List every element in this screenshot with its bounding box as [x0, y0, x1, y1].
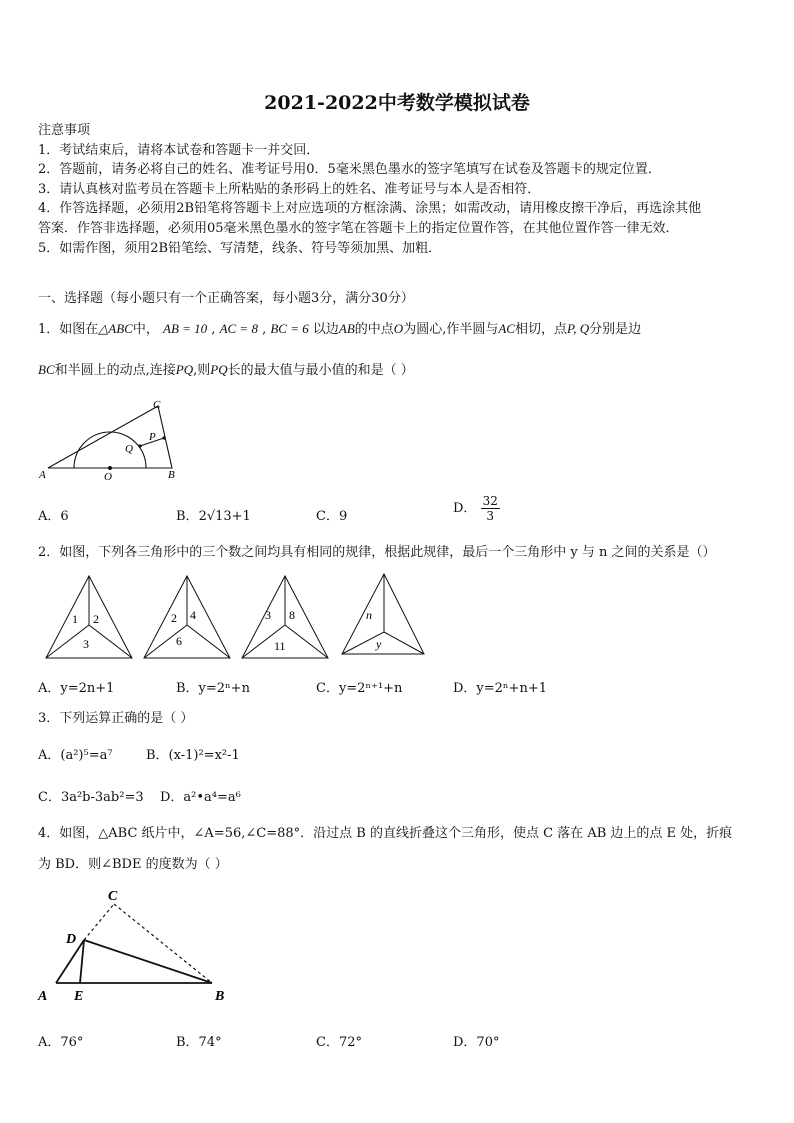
q2-number: 3 — [265, 608, 271, 622]
q4-dashed-dc — [84, 904, 114, 940]
q1-text: 相切，点 — [514, 322, 567, 337]
q1-label-c: C — [153, 399, 161, 411]
q1-option-d — [453, 494, 500, 523]
q2-number: 8 — [289, 608, 295, 622]
option-letter: D． — [453, 501, 477, 516]
q2-number: 6 — [176, 634, 182, 648]
notes-item: 2．答题前，请务必将自己的姓名、准考证号用0．5毫米黑色墨水的签字笔填写在试卷及答题卡的规定位置． — [38, 162, 661, 178]
q2-number: 1 — [72, 612, 78, 626]
q2-number: 2 — [93, 612, 99, 626]
q2-option-a: A．y=2n+1 — [38, 681, 115, 696]
q4-label-a: A — [38, 989, 48, 1004]
q2-option-c: C．y=2ⁿ⁺¹+n — [316, 681, 403, 696]
q1-point-p — [162, 436, 165, 439]
q1-text: 以边 — [308, 322, 339, 337]
q1-math: AC — [498, 321, 515, 336]
notes-item: 1．考试结束后，请将本试卷和答题卡一并交回． — [38, 142, 320, 158]
notes-item: 5．如需作图，须用2B铅笔绘、写清楚，线条、符号等须加黑、加粗． — [38, 240, 442, 256]
q2-triangle — [242, 576, 328, 658]
q1-line2 — [38, 359, 414, 378]
q1-math: PQ — [175, 362, 194, 377]
q1-label-o: O — [104, 471, 112, 483]
q1-option-b — [176, 505, 251, 524]
option-value: 2√13+1 — [198, 509, 251, 524]
q1-label-q: Q — [125, 443, 133, 455]
notes-item: 答案．作答非选择题，必须用05毫米黑色墨水的签字笔在答题卡上的指定位置作答，在其他位置作答一律无效． — [38, 220, 679, 236]
q1-math: P, Q — [566, 321, 590, 336]
q1-math: AB = 10 — [163, 321, 208, 336]
q2-triangle — [144, 576, 230, 658]
q2-number: 4 — [190, 608, 196, 622]
q1-text: 中， — [132, 322, 159, 337]
q1-math: PQ — [210, 362, 228, 377]
q2-number: 3 — [83, 637, 89, 651]
notes — [38, 121, 701, 258]
notes-heading: 注意事项 — [38, 123, 91, 138]
q3-option-a: A．(a²)⁵=a⁷ — [38, 748, 113, 763]
q2-number: 11 — [274, 639, 286, 653]
q3-option-d: D．a²•a⁴=a⁶ — [160, 790, 241, 805]
page-title: 2021-2022中考数学模拟试卷 — [264, 92, 530, 114]
q2-number: n — [366, 608, 372, 622]
q1-figure — [36, 398, 186, 483]
q1-option-a: A．6 — [38, 509, 69, 524]
q1-text: 长的最大值与最小值的和是（ ） — [227, 363, 414, 378]
q3-option-c: C．3a²b-3ab²=3 — [38, 790, 144, 805]
q1-option-c: C．9 — [316, 509, 348, 524]
q1-text: ,则 — [193, 363, 211, 378]
q2-triangle — [46, 576, 132, 658]
q1-math: AB — [338, 321, 355, 336]
notes-item: 3．请认真核对监考员在答题卡上所粘贴的条形码上的姓名、准考证号与本人是否相符． — [38, 181, 541, 197]
q3-option-b: B．(x-1)²=x²-1 — [146, 748, 240, 763]
fraction-denominator: 3 — [486, 509, 495, 523]
q4-option-c: C．72° — [316, 1035, 362, 1050]
q4-option-a: A．76° — [38, 1035, 84, 1050]
q1-math: △ABC — [98, 321, 133, 336]
q1-center-dot — [108, 466, 112, 470]
q4-label-b: B — [215, 989, 225, 1004]
q4-option-d: D．70° — [453, 1035, 500, 1050]
q1-label-b: B — [168, 469, 175, 481]
q4-dashed-cb — [114, 904, 212, 983]
q2-triangle — [342, 574, 424, 654]
option-letter: B． — [176, 509, 199, 524]
q2-figure — [44, 572, 436, 664]
q2-number: 2 — [171, 611, 177, 625]
q1-text: 为圆心,作半圆与 — [403, 322, 499, 337]
q2-text: 2．如图，下列各三角形中的三个数之间均具有相同的规律，根据此规律，最后一个三角形中 y 与 n 之间的关系是（） — [38, 545, 716, 560]
fraction — [481, 494, 500, 523]
q4-label-e: E — [74, 989, 84, 1004]
q4-label-d: D — [66, 932, 77, 947]
q2-option-b: B．y=2ⁿ+n — [176, 681, 250, 696]
q1-math: BC — [38, 362, 55, 377]
q1-label-p: P — [149, 431, 156, 443]
q1-math: O — [393, 321, 404, 336]
fraction-numerator: 32 — [482, 494, 498, 508]
q3-text: 3．下列运算正确的是（ ） — [38, 711, 194, 726]
q2-option-d: D．y=2ⁿ+n+1 — [453, 681, 547, 696]
q4-fold-bd — [84, 940, 212, 983]
q1-semicircle — [74, 432, 146, 468]
q1-math: BC = 6 — [270, 321, 309, 336]
q4-option-b: B．74° — [176, 1035, 222, 1050]
q1-line1: 1．如图在△ABC中， AB = 10 , AC = 8 , BC = 6 以边AB的中点O为圆心,作半圆与AC相切，点P, Q分别是边 — [38, 321, 642, 337]
q1-math: AC = 8 — [219, 321, 258, 336]
q1-label-a: A — [39, 469, 46, 481]
q2-number: y — [376, 637, 382, 651]
q1-text: 的中点 — [354, 322, 394, 337]
section-heading: 一、选择题（每小题只有一个正确答案，每小题3分，满分30分） — [38, 291, 414, 306]
q4-line2: 为 BD．则∠BDE 的度数为（ ） — [38, 857, 228, 872]
q1-text: 1．如图在 — [38, 322, 99, 337]
q1-text: 分别是边 — [589, 322, 642, 337]
notes-item: 4．作答选择题，必须用2B铅笔将答题卡上对应选项的方框涂满、涂黑；如需改动，请用橡皮擦干净后，再选涂其他 — [38, 201, 702, 217]
q1-text: 和半圆上的动点,连接 — [54, 363, 176, 378]
q4-line1: 4．如图，△ABC 纸片中，∠A=56,∠C=88°．沿过点 B 的直线折叠这个三角形，使点 C 落在 AB 边上的点 E 处，折痕 — [38, 826, 733, 841]
q1-point-q — [138, 444, 141, 447]
q4-figure — [34, 884, 240, 1006]
q4-label-c: C — [108, 889, 118, 904]
